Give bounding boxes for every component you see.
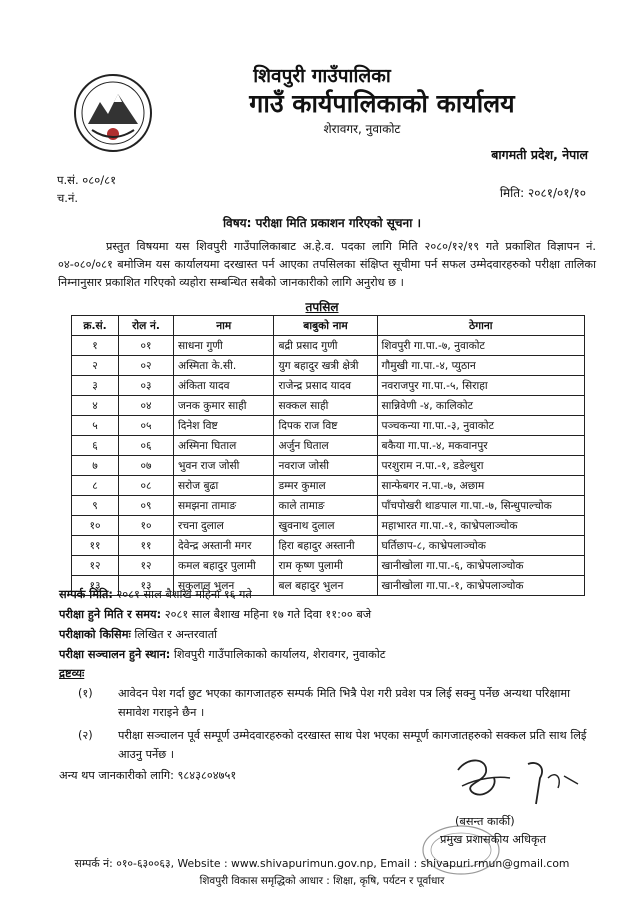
cell-serial: ६ — [72, 436, 119, 456]
cell-name: कमल बहादुर पुलामी — [174, 556, 274, 576]
cell-roll: ०१ — [119, 336, 174, 356]
header-address: ठेगाना — [377, 316, 584, 336]
cell-address: सान्फेबगर न.पा.-७, अछाम — [377, 476, 584, 496]
signature — [428, 748, 596, 818]
cell-name: अस्मिता के.सी. — [174, 356, 274, 376]
subject-line: विषय: परीक्षा मिति प्रकाशन गरिएको सूचना । — [222, 216, 422, 230]
cell-father-name: नवराज जोसी — [274, 456, 377, 476]
cell-address: शिवपुरी गा.पा.-७, नुवाकोट — [377, 336, 584, 356]
cell-father-name: सक्कल साही — [274, 396, 377, 416]
cell-serial: ८ — [72, 476, 119, 496]
header-serial: क्र.सं. — [72, 316, 119, 336]
candidate-table — [71, 315, 585, 596]
notes-heading: द्रष्टव्यः — [59, 667, 85, 680]
cell-father-name: काले तामाङ — [274, 496, 377, 516]
exam-venue — [59, 647, 385, 662]
cell-name: अंकिता यादव — [174, 376, 274, 396]
cell-father-name: बद्री प्रसाद गुणी — [274, 336, 377, 356]
exam-type-label: परीक्षाको किसिमः — [59, 628, 131, 641]
table-header-row — [72, 316, 585, 336]
contact-date-value: २०८१ साल बैशाख महिना १६ गते — [112, 588, 252, 601]
table-row — [72, 496, 585, 516]
cell-serial: १३ — [72, 576, 119, 596]
note-2-number: (२) — [78, 729, 93, 742]
cell-roll: ०२ — [119, 356, 174, 376]
cell-serial: १ — [72, 336, 119, 356]
header-roll: रोल नं. — [119, 316, 174, 336]
header-office-name: गाउँ कार्यपालिकाको कार्यालय — [249, 89, 515, 118]
cell-serial: ७ — [72, 456, 119, 476]
signatory-title: प्रमुख प्रशासकीय अधिकृत — [440, 833, 547, 846]
cell-address: बकैया गा.पा.-४, मकवानपुर — [377, 436, 584, 456]
cell-address: नवराजपुर गा.पा.-५, सिराहा — [377, 376, 584, 396]
cell-father-name: राम कृष्ण पुलामी — [274, 556, 377, 576]
letter-date: मिति: २०८१/०१/१० — [499, 186, 586, 200]
cell-serial: २ — [72, 356, 119, 376]
cell-address: पाँचपोखरी थाङपाल गा.पा.-७, सिन्धुपाल्चोक — [377, 496, 584, 516]
footer-contact: सम्पर्क नं: ०१०-६३००६३, Website : www.shivapurimun.gov.np, Email : shivapuri.rmun@gmail.com — [74, 857, 570, 870]
exam-type — [59, 627, 217, 642]
exam-datetime-value: २०८१ साल बैशाख महिना १७ गते दिवा ११:०० बजे — [161, 608, 372, 621]
table-row — [72, 336, 585, 356]
dispatch-number: च.नं. — [57, 191, 78, 205]
cell-father-name: अर्जुन घिताल — [274, 436, 377, 456]
cell-serial: १२ — [72, 556, 119, 576]
table-row — [72, 536, 585, 556]
cell-father-name: राजेन्द्र प्रसाद यादव — [274, 376, 377, 396]
cell-name: सरोज बुढा — [174, 476, 274, 496]
cell-name: भुवन राज जोसी — [174, 456, 274, 476]
table-row — [72, 436, 585, 456]
table-row — [72, 456, 585, 476]
header-municipality-name: शिवपुरी गाउँपालिका — [253, 65, 391, 87]
table-caption: तपसिल — [305, 300, 339, 314]
note-1-number: (१) — [78, 687, 93, 700]
cell-address: खानीखोला गा.पा.-१, काभ्रेपलाञ्चोक — [377, 576, 584, 596]
cell-roll: १० — [119, 516, 174, 536]
cell-address: महाभारत गा.पा.-१, काभ्रेपलाञ्चोक — [377, 516, 584, 536]
cell-address: गौमुखी गा.पा.-४, प्युठान — [377, 356, 584, 376]
cell-father-name: युग बहादुर खत्री क्षेत्री — [274, 356, 377, 376]
notice-body: प्रस्तुत विषयमा यस शिवपुरी गाउँपालिकाबाट अ.हे.व. पदका लागि मिति २०८०/१२/१९ गते प्रकाशित विज्ञापन नं. ०४-०८०/०८१ बमोजिम यस कार्यालयमा दरखास्त पर्न आएका तपसिलका संक्षिप्त सूचीमा पर्न सफल उम्मेदवारहरुको परीक्षा तालिका निम्नानुसार प्रकाशित गरिएको व्यहोरा सम्बन्धित सबैको जानकारीको लागि अनुरोध छ । — [58, 240, 596, 289]
table-row — [72, 416, 585, 436]
cell-name: अस्मिना घिताल — [174, 436, 274, 456]
table-row — [72, 476, 585, 496]
cell-roll: ०७ — [119, 456, 174, 476]
cell-roll: ०६ — [119, 436, 174, 456]
cell-address: पञ्चकन्या गा.पा.-३, नुवाकोट — [377, 416, 584, 436]
cell-father-name: हिरा बहादुर अस्तानी — [274, 536, 377, 556]
cell-father-name: दिपक राज विष्ट — [274, 416, 377, 436]
cell-roll: ०८ — [119, 476, 174, 496]
cell-name: सुकुलाल भुलन — [174, 576, 274, 596]
exam-venue-label: परीक्षा सञ्चालन हुने स्थान: — [59, 648, 171, 661]
cell-name: रचना दुलाल — [174, 516, 274, 536]
cell-serial: ४ — [72, 396, 119, 416]
cell-address: घर्तिछाप-८, काभ्रेपलाञ्चोक — [377, 536, 584, 556]
table-row — [72, 356, 585, 376]
cell-roll: ०४ — [119, 396, 174, 416]
table-row — [72, 376, 585, 396]
header-address: शेरावगर, नुवाकोट — [323, 122, 401, 136]
contact-date-label: सम्पर्क मिति: — [59, 588, 113, 601]
reference-number: प.सं. ०८०/८१ — [57, 173, 117, 187]
exam-venue-value: शिवपुरी गाउँपालिकाको कार्यालय, शेरावगर, नुवाकोट — [170, 648, 386, 661]
signatory-name: (बसन्त कार्की) — [455, 815, 515, 828]
cell-name: दिनेश विष्ट — [174, 416, 274, 436]
cell-serial: ३ — [72, 376, 119, 396]
cell-name: साधना गुणी — [174, 336, 274, 356]
header-name: नाम — [174, 316, 274, 336]
header-province: बागमती प्रदेश, नेपाल — [491, 147, 588, 162]
more-info: अन्य थप जानकारीको लागि: ९८४३८०४७५१ — [59, 769, 237, 782]
cell-serial: १० — [72, 516, 119, 536]
cell-roll: १२ — [119, 556, 174, 576]
cell-roll: ०९ — [119, 496, 174, 516]
cell-father-name: खुवनाथ दुलाल — [274, 516, 377, 536]
cell-roll: ०५ — [119, 416, 174, 436]
cell-address: खानीखोला गा.पा.-६, काभ्रेपलाञ्चोक — [377, 556, 584, 576]
table-row — [72, 396, 585, 416]
cell-roll: ११ — [119, 536, 174, 556]
footer-slogan: शिवपुरी विकास समृद्धिको आधार : शिक्षा, कृषि, पर्यटन र पूर्वाधार — [199, 875, 445, 887]
cell-name: जनक कुमार साही — [174, 396, 274, 416]
header-father-name: बाबुको नाम — [274, 316, 377, 336]
note-1 — [78, 684, 598, 722]
cell-name: देवेन्द्र अस्तानी मगर — [174, 536, 274, 556]
cell-serial: ९ — [72, 496, 119, 516]
cell-roll: ०३ — [119, 376, 174, 396]
table-row — [72, 556, 585, 576]
exam-datetime-label: परीक्षा हुने मिति र समय: — [59, 608, 162, 621]
cell-address: सान्निवेणी -४, कालिकोट — [377, 396, 584, 416]
table-row — [72, 516, 585, 536]
cell-roll: १३ — [119, 576, 174, 596]
cell-father-name: डम्मर कुमाल — [274, 476, 377, 496]
contact-date — [59, 587, 252, 602]
cell-name: समझना तामाङ — [174, 496, 274, 516]
note-1-text: आवेदन पेश गर्दा छुट भएका कागजातहरु सम्पर्क मिति भित्रै पेश गरी प्रवेश पत्र लिई सक्नु पर्नेछ अन्यथा परिक्षामा समावेश गराइने छैन । — [118, 687, 571, 719]
cell-address: परशुराम न.पा.-१, डडेल्धुरा — [377, 456, 584, 476]
cell-serial: ११ — [72, 536, 119, 556]
note-2-text: परीक्षा सञ्चालन पूर्व सम्पूर्ण उम्मेदवारहरुको दरखास्त साथ पेश भएका सम्पूर्ण कागजातहरुको सक्कल प्रति साथ लिई आउनु पर्नेछ । — [118, 729, 587, 761]
cell-father-name: बल बहादुर भुलन — [274, 576, 377, 596]
exam-type-value: लिखित र अन्तरवार्ता — [130, 628, 218, 641]
exam-datetime — [59, 607, 371, 622]
cell-serial: ५ — [72, 416, 119, 436]
